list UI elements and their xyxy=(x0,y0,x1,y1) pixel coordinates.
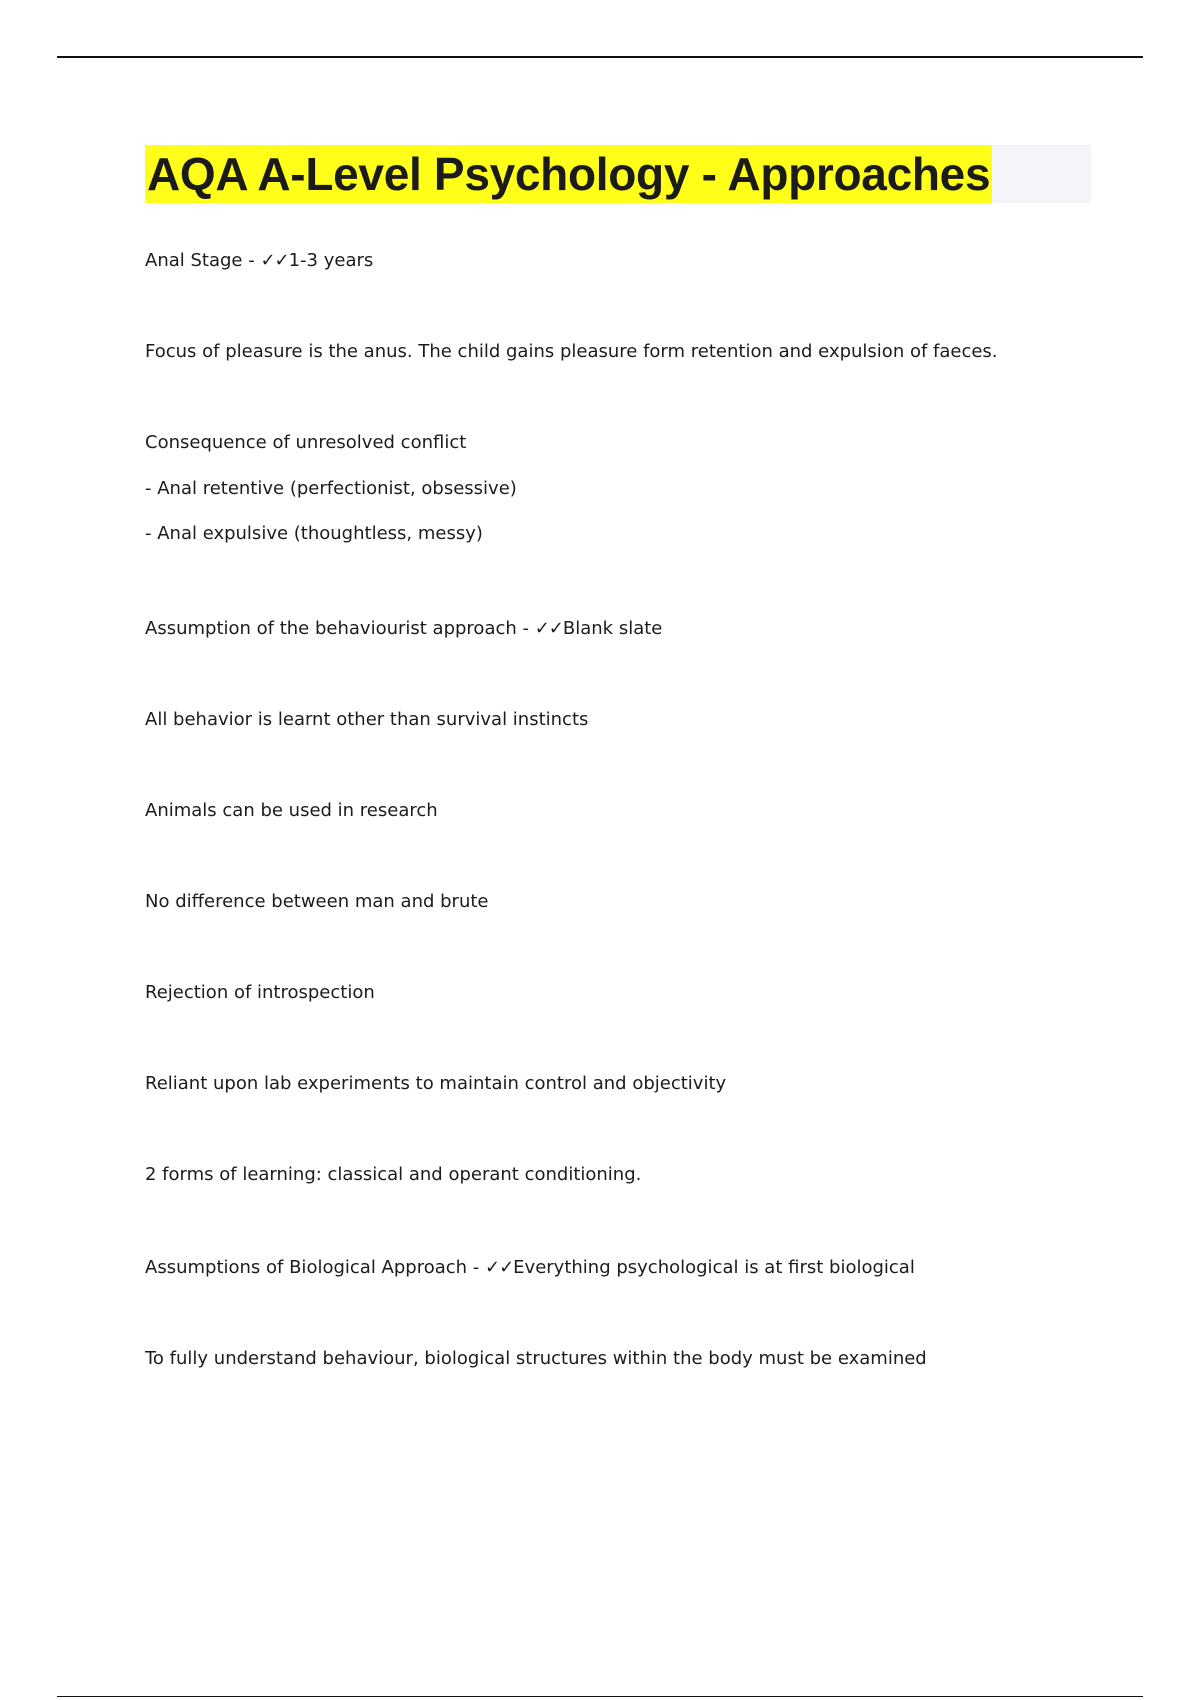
bullet-line: - Anal retentive (perfectionist, obsessive) xyxy=(145,478,517,499)
body-line: Reliant upon lab experiments to maintain control and objectivity xyxy=(145,1073,727,1094)
term-text: Assumption of the behaviourist approach - xyxy=(145,618,535,639)
double-check-icon: ✓✓ xyxy=(260,250,289,271)
body-line: Consequence of unresolved conflict xyxy=(145,432,467,453)
answer-text: 1-3 years xyxy=(288,250,374,271)
double-check-icon: ✓✓ xyxy=(485,1257,514,1278)
body-line: Rejection of introspection xyxy=(145,982,375,1003)
flashcard-term-biological xyxy=(145,1256,915,1280)
flashcard-term-anal-stage xyxy=(145,249,373,273)
double-check-icon: ✓✓ xyxy=(534,618,563,639)
bullet-line: - Anal expulsive (thoughtless, messy) xyxy=(145,523,483,544)
term-text: Assumptions of Biological Approach - xyxy=(145,1257,485,1278)
body-line: 2 forms of learning: classical and operant conditioning. xyxy=(145,1164,642,1185)
body-line: All behavior is learnt other than survival instincts xyxy=(145,709,589,730)
answer-text: Blank slate xyxy=(562,618,663,639)
footer-rule xyxy=(57,1696,1143,1697)
body-line: Focus of pleasure is the anus. The child gains pleasure form retention and expulsion of faeces. xyxy=(145,341,998,362)
term-text: Anal Stage - xyxy=(145,250,261,271)
flashcard-term-behaviourist xyxy=(145,617,662,641)
body-line: Animals can be used in research xyxy=(145,800,438,821)
title-block xyxy=(145,145,1091,203)
body-line: No difference between man and brute xyxy=(145,891,489,912)
header-rule xyxy=(57,56,1143,58)
document-title: AQA A-Level Psychology - Approaches xyxy=(145,145,992,203)
body-line: To fully understand behaviour, biological structures within the body must be examined xyxy=(145,1348,927,1369)
answer-text: Everything psychological is at first biological xyxy=(513,1257,915,1278)
